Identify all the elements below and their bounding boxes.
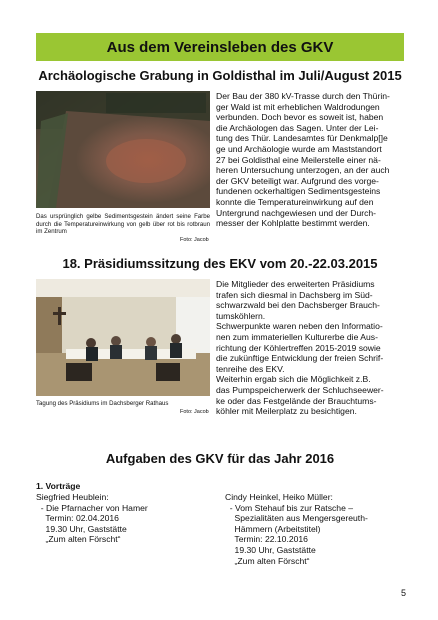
text-line: „Zum alten Förscht“ (36, 534, 121, 545)
text-line: köhler mit Meilerplatz zu besichtigen. (216, 406, 357, 417)
text-line: Hämmern (Arbeitstitel) (225, 523, 321, 534)
section1-photo-credit: Foto: Jacob (180, 237, 209, 243)
text-line: die zukünftige Entwicklung der freien Schrif- (216, 353, 384, 364)
meeting-photo-graphic (36, 279, 210, 396)
section1-heading: Archäologische Grabung in Goldisthal im Juli/August 2015 (38, 68, 402, 83)
excavation-photo-graphic (36, 91, 210, 208)
text-line: tumsköhlern. (216, 310, 266, 321)
banner-title: Aus dem Vereinsleben des GKV (106, 38, 334, 56)
text-line: Die Mitglieder des erweiterten Präsidiums (216, 279, 375, 289)
lecture-list-left (36, 492, 216, 545)
excavation-photo (36, 91, 210, 208)
text-line: 27 bei Goldisthal eine Meilerstelle einer nä- (216, 154, 381, 165)
text-line: ke oder das Festgelände der Brauchtums- (216, 395, 377, 406)
text-line: Weiterhin ergab sich die Möglichkeit z.B. (216, 374, 371, 385)
text-line: - Die Pfarnacher von Hamer (36, 502, 148, 513)
section2-caption: Tagung des Präsidiums im Dachsberger Rathaus (36, 400, 169, 407)
section3-heading: Aufgaben des GKV für das Jahr 2016 (105, 451, 335, 466)
text-line: der GKV beteiligt war. Aufgrund des vorge- (216, 175, 379, 186)
section2-photo-credit: Foto: Jacob (180, 409, 209, 415)
text-line: Cindy Heinkel, Heiko Müller: (225, 492, 333, 502)
text-line: Spezialitäten aus Mengersgereuth- (225, 513, 368, 524)
text-line: schwarzwald bei den Dachsberger Brauch- (216, 300, 380, 311)
text-line: konnte die Temperatureinwirkung auf den (216, 196, 374, 207)
text-line: Untergrund nachgewiesen und der Durch- (216, 207, 377, 218)
text-line: messer der Kohlplatte bestimmt werden. (216, 218, 370, 229)
section-banner (36, 33, 404, 61)
section1-body (216, 91, 408, 229)
text-line: ge und Archäologie wurde am Maststandort (216, 143, 382, 154)
text-line: - Vom Stehauf bis zur Ratsche – (225, 502, 354, 513)
text-line: 19.30 Uhr, Gaststätte (36, 523, 127, 534)
text-line: Der Bau der 380 kV-Trasse durch den Thürin- (216, 91, 390, 101)
meeting-photo (36, 279, 210, 396)
text-line: ger Wald ist mit erheblichen Waldrodungen (216, 101, 380, 112)
lecture-list-right (225, 492, 415, 566)
text-line: „Zum alten Förscht“ (225, 555, 310, 566)
text-line: nen zum immateriellen Kulturerbe die Aus- (216, 331, 378, 342)
text-line: Siegfried Heublein: (36, 492, 109, 502)
text-line: das Pumpspeicherwerk der Schluchseewer- (216, 384, 384, 395)
text-line: die Archäologen das Sagen. Unter der Lei- (216, 122, 379, 133)
text-line: Schwerpunkte waren neben den Informatio- (216, 321, 383, 332)
text-line: Termin: 02.04.2016 (36, 513, 119, 524)
text-line: Termin: 22.10.2016 (225, 534, 308, 545)
section2-body (216, 279, 408, 417)
page-number: 5 (400, 588, 406, 598)
text-line: richtung der Köhlertreffen 2015-2019 sowie (216, 342, 381, 353)
section1-caption: Das ursprünglich gelbe Sedimentsgestein ändert seine Farbe durch die Temperatureinwirkung von gelb über rot bis rotbraun im Zentrum (36, 213, 210, 235)
section2-heading: 18. Präsidiumssitzung des EKV vom 20.-22.03.2015 (62, 256, 378, 271)
text-line: tung des Thür. Landesamtes für Denkmalp[]e (216, 133, 388, 144)
text-line: heren Untersuchung unterzogen, an der auch (216, 165, 390, 176)
text-line: 19.30 Uhr, Gaststätte (225, 544, 316, 555)
section3-subheading: 1. Vorträge (36, 481, 81, 491)
text-line: verbunden. Doch bevor es soweit ist, haben (216, 112, 384, 123)
text-line: fundenen ockerhaltigen Sedimentsgesteins (216, 186, 381, 197)
text-line: trafen sich diesmal in Dachsberg im Süd- (216, 289, 373, 300)
text-line: tenreihe des EKV. (216, 363, 285, 374)
